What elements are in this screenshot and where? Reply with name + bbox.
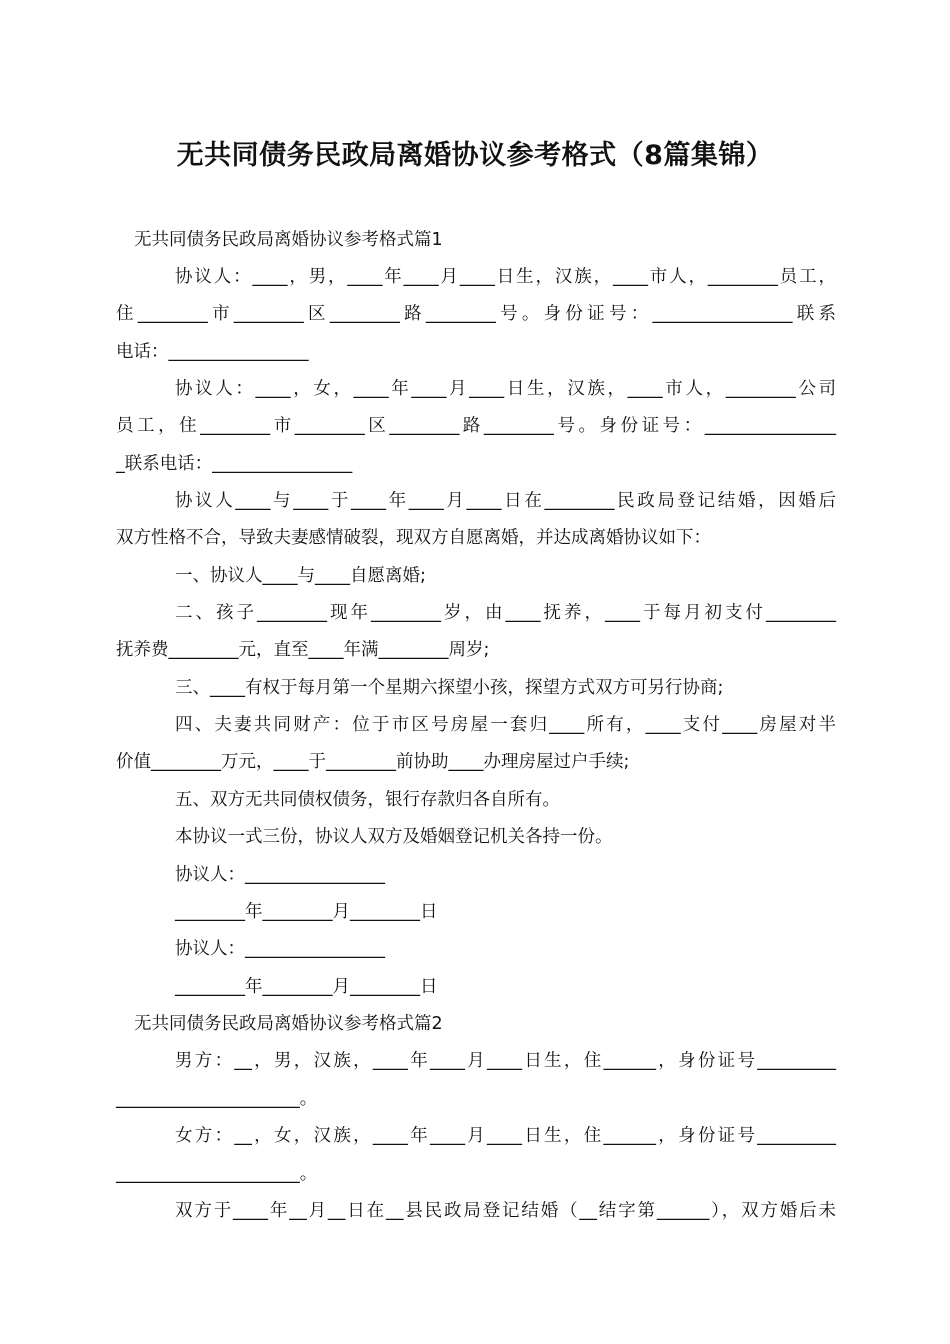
document-title: 无共同债务民政局离婚协议参考格式（8篇集锦） [176, 140, 774, 171]
paragraph-line: 协议人____与____于____年____月____日在________民政局登记结婚，因婚后 [175, 491, 836, 511]
paragraph-line: 四、夫妻共同财产：位于市区号房屋一套归____所有，____支付____房屋对半 [175, 715, 836, 735]
section-heading: 无共同债务民政局离婚协议参考格式篇1 [134, 230, 443, 250]
paragraph-line: 男方：__，男，汉族，____年____月____日生，住______，身份证号_________ [175, 1051, 836, 1071]
section-heading: 无共同债务民政局离婚协议参考格式篇2 [134, 1014, 443, 1034]
date-line: ________年________月________日 [175, 902, 438, 922]
paragraph-line: 住________市________区________路________号。身份证号：________________联系 [116, 304, 836, 324]
paragraph-line: 五、双方无共同债权债务，银行存款归各自所有。 [175, 790, 560, 810]
paragraph-line: 协议人：____，男，____年____月____日生，汉族，____市人，________员工， [175, 267, 836, 287]
paragraph-line: 协议人：____，女，____年____月____日生，汉族，____市人，________公司 [175, 379, 836, 399]
signature-line: 协议人：________________ [175, 865, 385, 885]
paragraph-line: 双方性格不合，导致夫妻感情破裂，现双方自愿离婚，并达成离婚协议如下： [116, 528, 711, 548]
paragraph-line: _联系电话：________________ [116, 454, 353, 474]
paragraph-line: 二、孩子________现年________岁，由____抚养，____于每月初支付________ [175, 603, 836, 623]
paragraph-line: 本协议一式三份，协议人双方及婚姻登记机关各持一份。 [175, 827, 613, 847]
paragraph-line: 电话：________________ [116, 342, 309, 362]
paragraph-line: 一、协议人____与____自愿离婚; [175, 566, 426, 586]
paragraph-line: _____________________。 [116, 1089, 318, 1109]
paragraph-line: 女方：__，女，汉族，____年____月____日生，住______，身份证号_________ [175, 1126, 836, 1146]
paragraph-line: 抚养费________元，直至____年满________周岁; [116, 640, 490, 660]
date-line: ________年________月________日 [175, 977, 438, 997]
signature-line: 协议人：________________ [175, 939, 385, 959]
paragraph-line: 员工，住________市________区________路________号。身份证号：_______________ [116, 416, 836, 436]
paragraph-line: 价值________万元，____于________前协助____办理房屋过户手续; [116, 752, 630, 772]
paragraph-line: 双方于____年__月__日在__县民政局登记结婚（__结字第______），双方婚后未 [175, 1201, 836, 1221]
paragraph-line: 三、____有权于每月第一个星期六探望小孩，探望方式双方可另行协商; [175, 678, 724, 698]
paragraph-line: _____________________。 [116, 1164, 318, 1184]
